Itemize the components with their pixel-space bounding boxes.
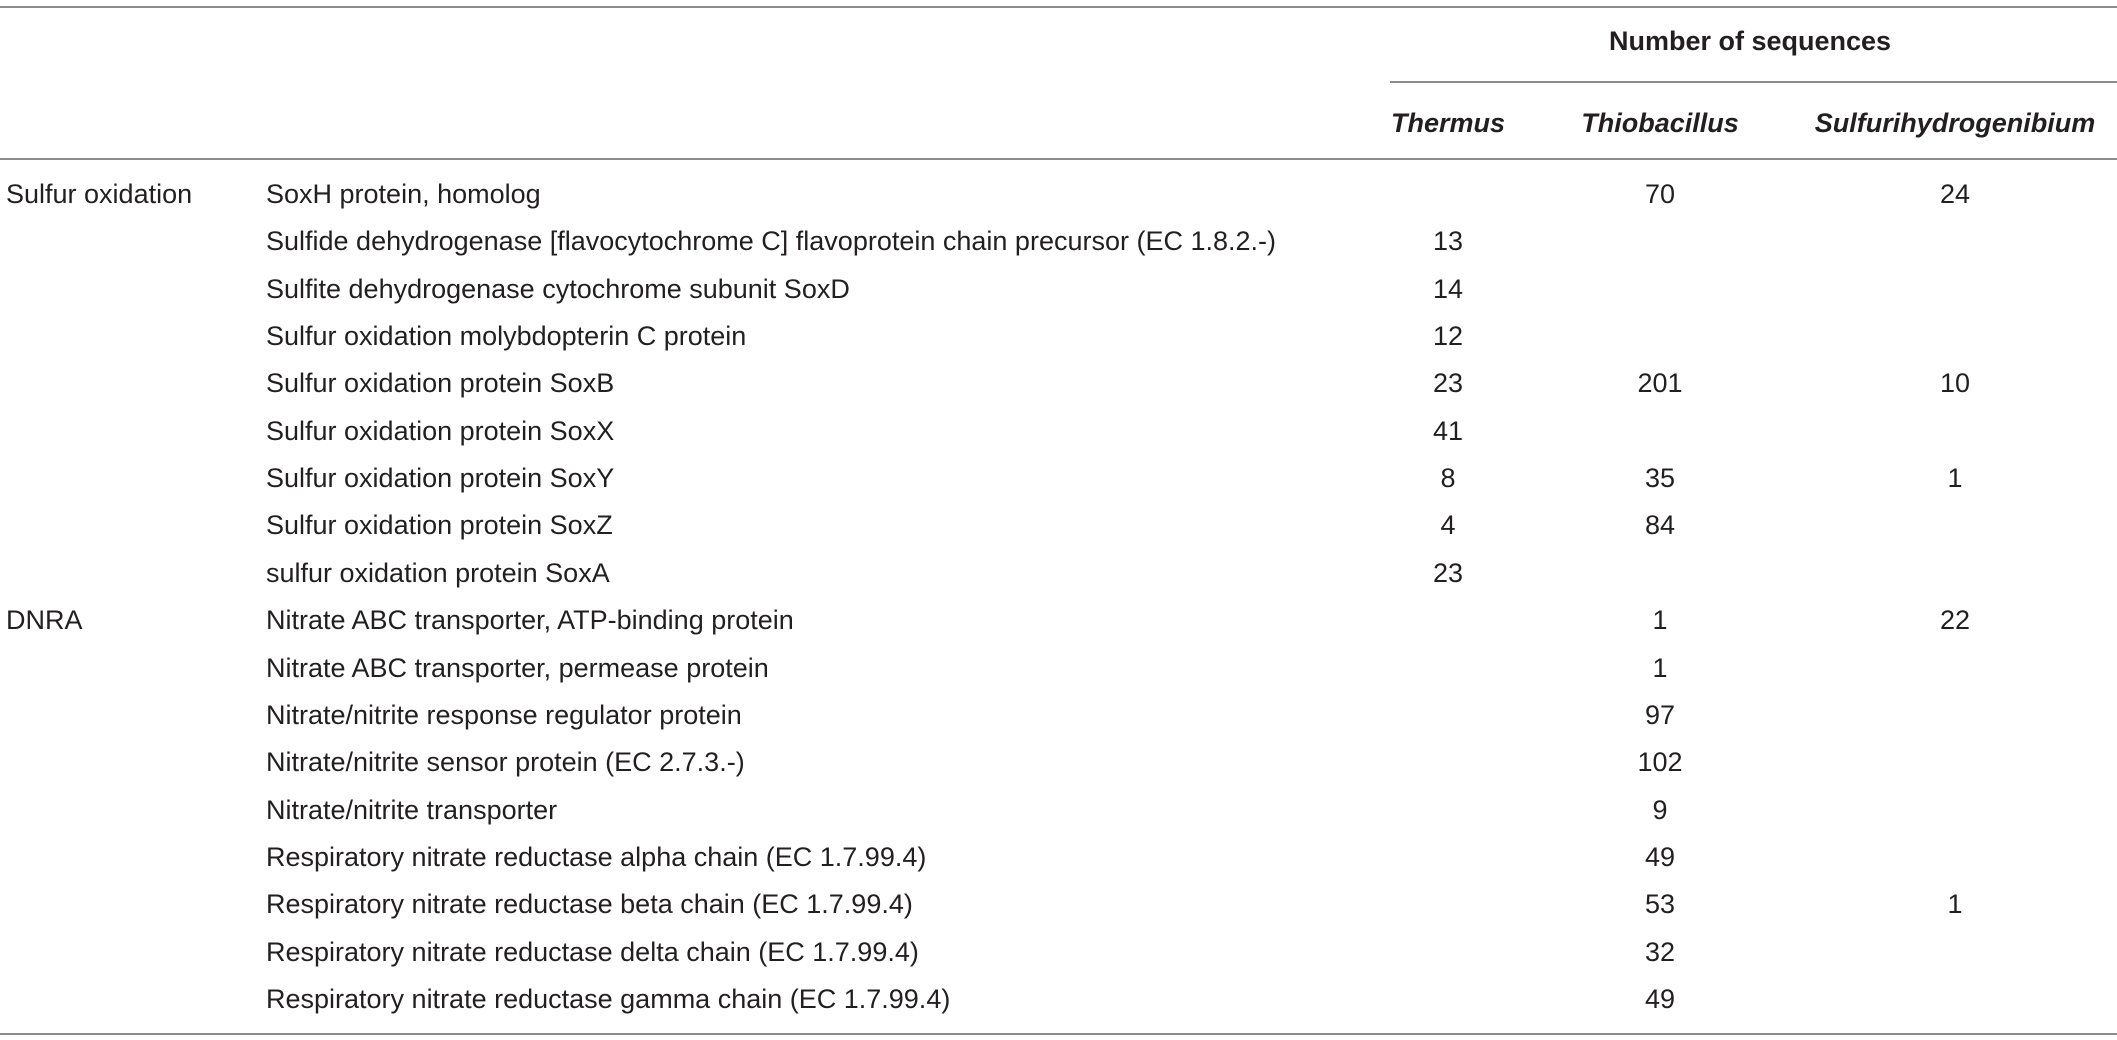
cell-thiobacillus: 32 <box>1644 937 1676 967</box>
cell-thiobacillus: 49 <box>1644 842 1676 872</box>
cell-category: Sulfur oxidation <box>6 179 193 209</box>
cell-thiobacillus: 49 <box>1644 984 1676 1014</box>
cell-thermus: 13 <box>1432 226 1464 256</box>
column-header-sulfurihydrogenibium: Sulfurihydrogenibium <box>1814 108 2096 138</box>
cell-protein: Respiratory nitrate reductase delta chain (EC 1.7.99.4) <box>266 937 919 967</box>
cell-thiobacillus: 201 <box>1637 368 1683 398</box>
cell-protein: Sulfur oxidation protein SoxY <box>266 463 615 493</box>
cell-protein: Nitrate/nitrite sensor protein (EC 2.7.3.-) <box>266 747 745 777</box>
cell-thiobacillus: 84 <box>1644 510 1676 540</box>
cell-protein: Nitrate/nitrite response regulator protein <box>266 700 742 730</box>
cell-sulfurihydrogenibium: 1 <box>1947 463 1963 493</box>
cell-thermus: 14 <box>1432 274 1464 304</box>
cell-protein: sulfur oxidation protein SoxA <box>266 558 610 588</box>
cell-sulfurihydrogenibium: 22 <box>1939 605 1971 635</box>
cell-category: DNRA <box>6 605 83 635</box>
cell-thiobacillus: 102 <box>1637 747 1683 777</box>
cell-sulfurihydrogenibium: 10 <box>1939 368 1971 398</box>
cell-thiobacillus: 1 <box>1652 605 1668 635</box>
cell-sulfurihydrogenibium: 1 <box>1947 889 1963 919</box>
cell-thermus: 8 <box>1440 463 1456 493</box>
cell-protein: Sulfur oxidation protein SoxZ <box>266 510 613 540</box>
cell-thiobacillus: 97 <box>1644 700 1676 730</box>
column-header-thermus: Thermus <box>1390 108 1506 138</box>
cell-thermus: 23 <box>1432 368 1464 398</box>
group-header-rule <box>1390 81 2117 83</box>
cell-thiobacillus: 53 <box>1644 889 1676 919</box>
cell-protein: Sulfide dehydrogenase [flavocytochrome C] flavoprotein chain precursor (EC 1.8.2.-) <box>266 226 1277 256</box>
cell-protein: Sulfite dehydrogenase cytochrome subunit SoxD <box>266 274 850 304</box>
cell-protein: Sulfur oxidation protein SoxB <box>266 368 615 398</box>
cell-protein: Sulfur oxidation molybdopterin C protein <box>266 321 747 351</box>
cell-protein: Sulfur oxidation protein SoxX <box>266 416 615 446</box>
cell-protein: Respiratory nitrate reductase alpha chain (EC 1.7.99.4) <box>266 842 927 872</box>
cell-protein: Nitrate/nitrite transporter <box>266 795 558 825</box>
cell-protein: SoxH protein, homolog <box>266 179 541 209</box>
cell-thiobacillus: 70 <box>1644 179 1676 209</box>
cell-protein: Respiratory nitrate reductase beta chain (EC 1.7.99.4) <box>266 889 913 919</box>
column-header-thiobacillus: Thiobacillus <box>1581 108 1739 138</box>
top-rule <box>0 6 2117 8</box>
cell-sulfurihydrogenibium: 24 <box>1939 179 1971 209</box>
bottom-rule <box>0 1033 2117 1035</box>
cell-thiobacillus: 35 <box>1644 463 1676 493</box>
cell-protein: Nitrate ABC transporter, ATP-binding protein <box>266 605 794 635</box>
cell-thermus: 4 <box>1440 510 1456 540</box>
cell-thermus: 23 <box>1432 558 1464 588</box>
cell-thiobacillus: 9 <box>1652 795 1668 825</box>
cell-protein: Nitrate ABC transporter, permease protein <box>266 653 769 683</box>
cell-thermus: 12 <box>1432 321 1464 351</box>
cell-protein: Respiratory nitrate reductase gamma chain (EC 1.7.99.4) <box>266 984 951 1014</box>
cell-thermus: 41 <box>1432 416 1464 446</box>
header-rule <box>0 158 2117 160</box>
cell-thiobacillus: 1 <box>1652 653 1668 683</box>
group-header: Number of sequences <box>1608 26 1892 56</box>
